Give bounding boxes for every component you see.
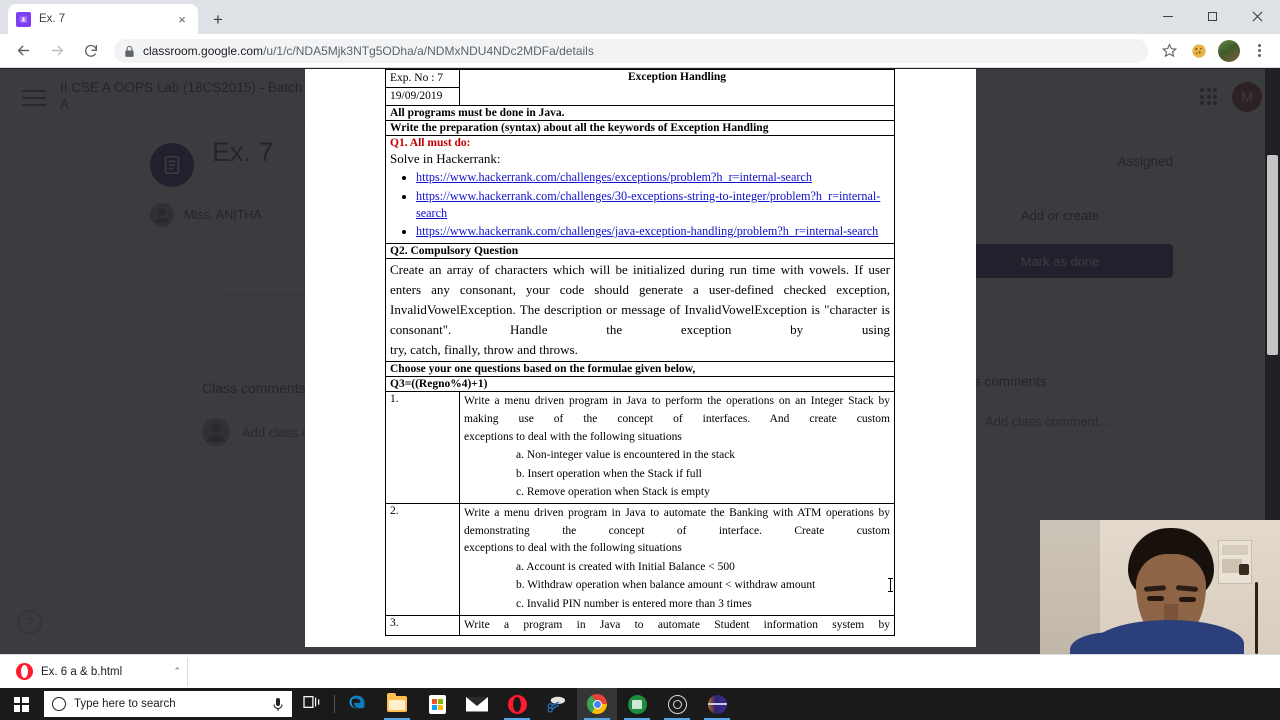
question-number: 2. [386, 503, 460, 615]
browser-tab-strip [0, 0, 1280, 34]
q1-link-list [416, 169, 890, 240]
profile-avatar[interactable] [1218, 40, 1240, 62]
choose-note: Choose your one questions based on the formulae given below, [386, 362, 895, 377]
table-row [386, 503, 895, 615]
lock-icon [124, 45, 135, 57]
taskbar-item-edge[interactable] [337, 688, 377, 720]
task-view-icon [303, 694, 321, 715]
browser-tab-title: Ex. 7 [39, 13, 66, 25]
download-file-name: Ex. 6 a & b.html [41, 665, 123, 678]
forward-button[interactable] [43, 37, 71, 65]
tab-close-icon[interactable]: × [178, 11, 186, 27]
cortana-circle-icon [52, 697, 66, 711]
question-sub-b: b. Insert operation when the Stack if full [516, 467, 702, 480]
person-eye-left [1147, 596, 1164, 601]
exp-no-text: Exp. No : 7 [390, 72, 444, 84]
window-close-button[interactable] [1235, 0, 1280, 32]
taskbar-item-file-explorer[interactable] [377, 688, 417, 720]
windows-taskbar [0, 688, 1280, 720]
hackerrank-link-3[interactable]: https://www.hackerrank.com/challenges/java-exception-handling/problem?h_r=internal-search [416, 224, 879, 239]
exp-no-cell [386, 70, 460, 106]
search-placeholder[interactable]: Type here to search [74, 698, 176, 710]
q1-heading: Q1. All must do: [390, 136, 471, 149]
taskbar-item-task-view[interactable] [292, 688, 332, 720]
taskbar-item-snipping-tool[interactable] [537, 688, 577, 720]
classroom-favicon-icon [16, 12, 31, 27]
question-sub-a: a. Account is created with Initial Balance < 500 [516, 560, 735, 573]
doc-notice2-row [386, 120, 895, 135]
reload-button[interactable] [77, 37, 105, 65]
list-item[interactable] [416, 223, 890, 240]
notice-2: Write the preparation (syntax) about all the keywords of Exception Handling [386, 120, 895, 135]
power-cord [1255, 582, 1258, 654]
table-row [386, 615, 895, 636]
windows-logo-icon [14, 697, 29, 712]
address-bar[interactable] [114, 39, 1148, 63]
chevron-up-icon[interactable]: ⌃ [173, 666, 181, 676]
q1-cell [386, 135, 895, 243]
document-viewer [305, 69, 976, 647]
cookie-icon[interactable] [1186, 38, 1212, 64]
question-sub-b: b. Withdraw operation when balance amount < withdraw amount [516, 579, 816, 592]
chrome-icon [587, 694, 607, 714]
opera-icon [16, 663, 33, 680]
browser-toolbar [0, 34, 1280, 68]
doc-notice1-row [386, 105, 895, 120]
taskbar-search-box[interactable] [44, 691, 292, 717]
question-body: Write a menu driven program in Java to perform the operations on an Integer Stack by making use of the concept of interfaces. And create custom [464, 395, 890, 425]
mail-icon [466, 697, 488, 712]
obs-icon [668, 695, 687, 714]
q1-intro: Solve in Hackerrank: [390, 150, 501, 166]
purple-circle-icon [708, 695, 727, 714]
taskbar-item-mail[interactable] [457, 688, 497, 720]
taskbar-item-purple-app[interactable] [697, 688, 737, 720]
store-icon [429, 695, 446, 714]
taskbar-item-opera[interactable] [497, 688, 537, 720]
new-tab-button[interactable]: + [213, 9, 223, 29]
scrollbar-thumb[interactable] [1267, 155, 1278, 355]
question-body-cell [460, 615, 895, 636]
person-eye-right [1179, 597, 1196, 602]
q2-body: Create an array of characters which will be initialized during run time with vowels. If user enters any consonant, your code should generate a user-defined checked exception, InvalidVowelException. The description or message of InvalidVowelException is "character is consonant". Handle the exception by using [390, 261, 890, 338]
start-button[interactable] [0, 688, 42, 720]
window-controls [1145, 0, 1280, 32]
download-item[interactable] [10, 658, 188, 686]
url-path: /u/1/c/NDA5Mjk3NTg5ODha/a/NDMxNDU4NDc2MDFa/details [263, 43, 594, 58]
document-table [385, 69, 895, 636]
table-row [386, 392, 895, 504]
url-text [143, 44, 594, 58]
three-dot-menu-icon[interactable] [1246, 38, 1272, 64]
q2-heading: Q2. Compulsory Question [386, 243, 895, 258]
doc-choose-row [386, 362, 895, 377]
text-cursor [890, 578, 891, 592]
taskbar-separator [334, 695, 335, 713]
doc-title: Exception Handling [460, 70, 895, 106]
exp-date-text: 19/09/2019 [386, 87, 459, 104]
scissors-icon [546, 695, 568, 713]
hackerrank-link-2[interactable]: https://www.hackerrank.com/challenges/30-exceptions-string-to-integer/problem?h_r=internal-search [416, 188, 881, 221]
document-page [305, 69, 976, 636]
question-body: Write a menu driven program in Java to automate the Banking with ATM operations by demonstrating the concept of interface. Create custom [464, 506, 890, 537]
window-minimize-button[interactable] [1145, 0, 1190, 32]
url-domain: classroom.google.com [143, 43, 264, 58]
window-maximize-button[interactable] [1190, 0, 1235, 32]
browser-tab[interactable] [8, 4, 198, 34]
formula-text: Q3=((Regno%4)+1) [386, 377, 895, 392]
taskbar-item-obs-studio[interactable] [657, 688, 697, 720]
taskbar-item-green-app[interactable] [617, 688, 657, 720]
bookmark-star-icon[interactable] [1156, 38, 1182, 64]
question-body-cell [460, 392, 895, 504]
question-number: 1. [386, 392, 460, 504]
opera-icon [508, 695, 527, 714]
notice-1: All programs must be done in Java. [386, 105, 895, 120]
doc-q1-row [386, 135, 895, 243]
download-bar [0, 654, 1280, 688]
question-body: Write a program in Java to automate Student information system by [464, 618, 890, 631]
green-circle-icon [628, 695, 647, 714]
wall-socket-plate [1218, 540, 1252, 584]
edge-icon [347, 692, 367, 717]
webcam-overlay [1040, 520, 1280, 654]
question-body-last: exceptions to deal with the following situations [464, 542, 682, 555]
question-sub-c: c. Invalid PIN number is entered more than 3 times [516, 597, 752, 610]
list-item[interactable] [416, 188, 890, 223]
question-body-cell [460, 503, 895, 615]
doc-formula-row [386, 377, 895, 392]
list-item[interactable] [416, 169, 890, 186]
taskbar-item-chrome[interactable] [577, 688, 617, 720]
question-number: 3. [386, 615, 460, 636]
folder-icon [387, 696, 407, 712]
back-button[interactable] [9, 37, 37, 65]
question-sub-a: a. Non-integer value is encountered in the stack [516, 449, 736, 462]
doc-header-row [386, 70, 895, 106]
question-sub-c: c. Remove operation when Stack is empty [516, 486, 710, 499]
question-body-last: exceptions to deal with the following situations [464, 430, 682, 443]
hackerrank-link-1[interactable]: https://www.hackerrank.com/challenges/exceptions/problem?h_r=internal-search [416, 170, 812, 185]
q2-body-last: try, catch, finally, throw and throws. [390, 342, 578, 358]
doc-q2-body-row [386, 258, 895, 362]
doc-q2-heading-row [386, 243, 895, 258]
q2-cell [386, 258, 895, 362]
microphone-icon[interactable] [272, 697, 284, 711]
taskbar-item-microsoft-store[interactable] [417, 688, 457, 720]
